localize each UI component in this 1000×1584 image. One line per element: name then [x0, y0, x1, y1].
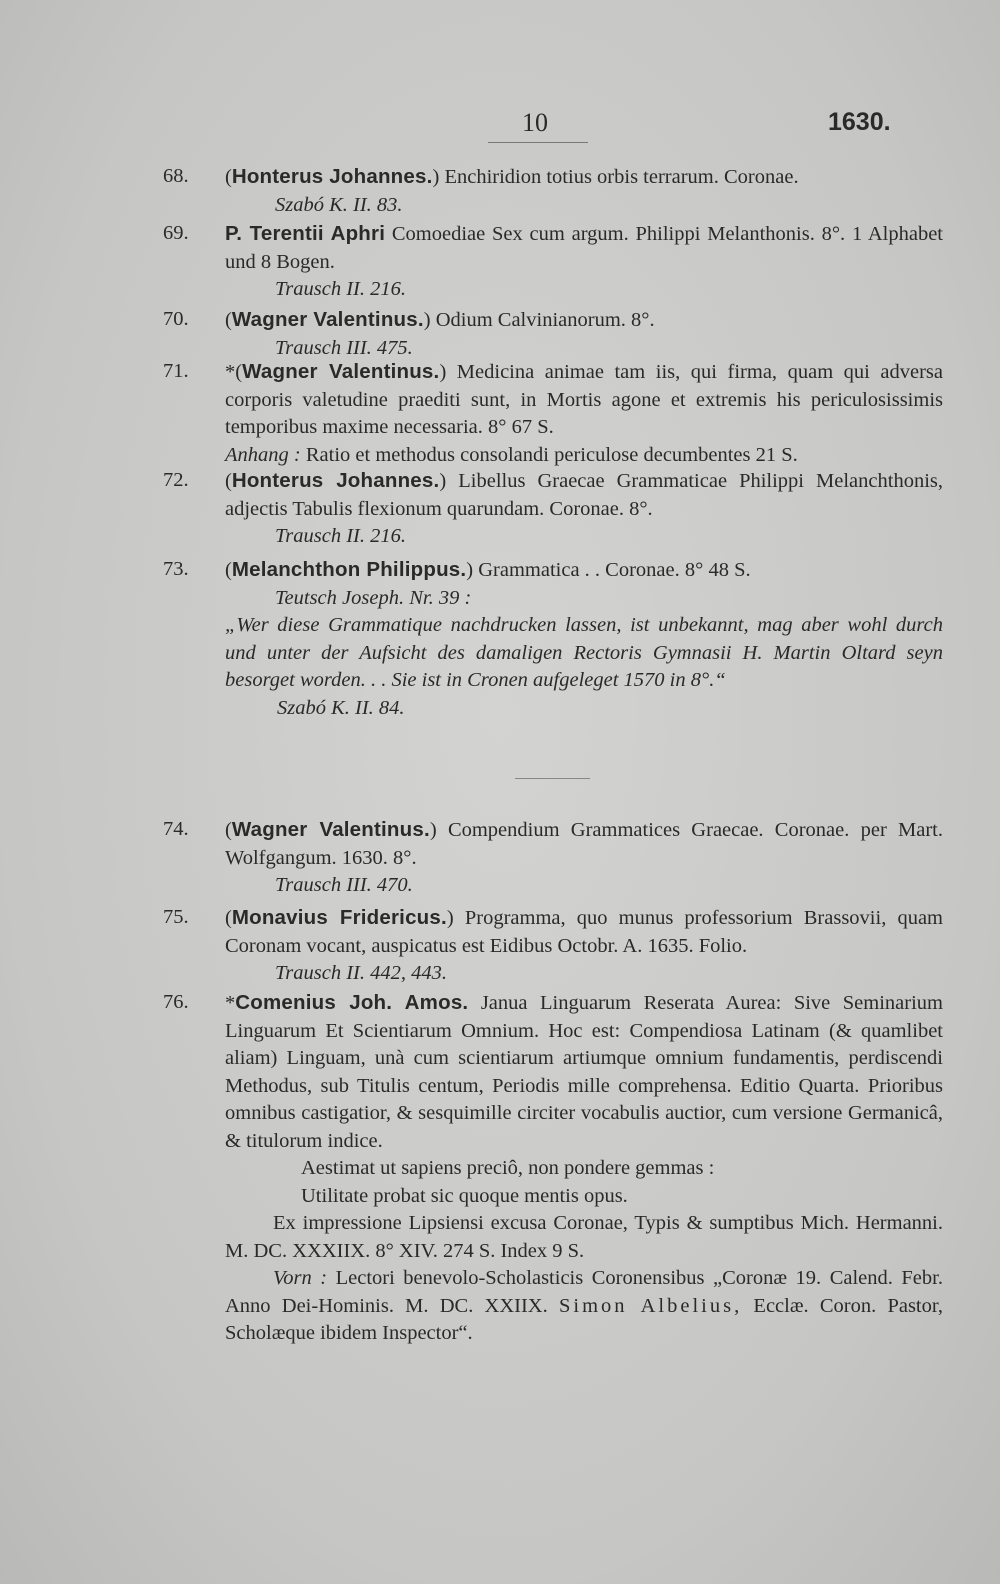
vorn-label: Vorn : [273, 1267, 328, 1289]
entry-number: 68. [163, 165, 189, 187]
entry-text: ) Compendium Grammatices Graecae. Coronae. per Mart. Wolfgangum. 1630. 8°. [225, 819, 943, 869]
quotation: „Wer diese Grammatique nachdrucken lassen, ist unbekannt, mag aber wohl durch und unter der Aufsicht des damaligen Rectoris Gymnasii H. Martin Oltard seyn besorget worden. . . Sie ist in Cronen aufgeleget 1570 in 8°.“ [225, 614, 943, 691]
entry-74 [163, 816, 943, 900]
page-number: 10 [522, 108, 548, 137]
prefix: *( [225, 361, 243, 383]
entry-body [225, 163, 943, 219]
reference: Trausch II. 216. [275, 278, 406, 300]
entry-text: ) Odium Calvinianorum. 8°. [423, 309, 655, 331]
author-name: Wagner Valentinus. [242, 360, 440, 383]
author-name: Monavius Fridericus. [231, 906, 447, 929]
reference: Trausch III. 475. [275, 336, 413, 359]
entry-number: 75. [163, 906, 189, 928]
entry-75 [163, 904, 943, 988]
author-name: Honterus Johannes. [231, 165, 433, 188]
prefix: ( [225, 309, 232, 331]
section-divider [515, 778, 590, 779]
entry-body [225, 989, 943, 1348]
entry-text: ) Enchiridion totius orbis terrarum. Coronae. [432, 166, 799, 188]
anhang-label: Anhang : [225, 443, 301, 466]
entry-70 [163, 306, 943, 362]
entry-number: 74. [163, 818, 189, 840]
entry-body [225, 306, 943, 362]
entry-text: ) Libellus Graecae Grammaticae Philippi Melanchthonis, adjectis Tabulis flexionum quarundam. Coronae. 8°. [225, 470, 943, 520]
author-name: P. Terentii Aphri [225, 222, 386, 245]
entry-body [225, 220, 943, 304]
prefix: ( [225, 907, 232, 929]
author-name: Wagner Valentinus. [231, 818, 430, 841]
motto-line: Aestimat ut sapiens preciô, non pondere gemmas : [301, 1157, 715, 1179]
reference: Trausch II. 442, 443. [275, 962, 447, 984]
entry-body [225, 816, 943, 900]
entry-73 [163, 556, 943, 722]
reference: Trausch III. 470. [275, 874, 413, 896]
entry-body [225, 904, 943, 988]
vorn-end: Ecclæ. Coron. Pastor, Scholæque ibidem Inspector“. [225, 1294, 943, 1344]
entry-number: 69. [163, 222, 189, 244]
entry-number: 72. [163, 469, 189, 491]
entry-71 [163, 358, 943, 469]
entry-number: 76. [163, 991, 189, 1013]
motto-line: Utilitate probat sic quoque mentis opus. [301, 1184, 628, 1207]
reference: Trausch II. 216. [275, 525, 406, 547]
prefix: ( [225, 166, 232, 188]
page-year: 1630. [828, 108, 891, 136]
vorn-text: Lectori benevolo-Scholasticis Coronensibus „Coronæ 19. Calend. Febr. Anno Dei-Hominis. M. DC. XXIIX. [225, 1267, 943, 1317]
prefix: ( [225, 470, 232, 492]
entry-body [225, 358, 943, 469]
header-rule [488, 142, 588, 143]
prefix: * [225, 992, 236, 1014]
entry-text: Comoediae Sex cum argum. Philippi Melanthonis. 8°. 1 Alphabet und 8 Bogen. [225, 223, 943, 273]
entry-number: 70. [163, 308, 189, 330]
page-header [0, 108, 1000, 148]
reference: Teutsch Joseph. Nr. 39 : [275, 586, 472, 609]
author-name: Honterus Johannes. [231, 469, 440, 492]
prefix: ( [225, 559, 232, 581]
reference: Szabó K. II. 84. [277, 696, 405, 719]
author-name: Melanchthon Philippus. [231, 558, 467, 581]
prefix: ( [225, 819, 232, 841]
author-name: Wagner Valentinus. [231, 308, 424, 331]
reference: Szabó K. II. 83. [275, 193, 403, 216]
entry-text: ) Programma, quo munus professorium Brassovii, quam Coronam vocant, auspicatus est Eidibus Octobr. A. 1635. Folio. [225, 907, 943, 957]
author-name: Comenius Joh. Amos. [235, 991, 469, 1014]
signatory-name: Simon Albelius, [558, 1294, 743, 1317]
imprint: Ex impressione Lipsiensi excusa Coronae, Typis & sumptibus Mich. Hermanni. M. DC. XXXIIX. 8° XIV. 274 S. Index 9 S. [225, 1212, 943, 1262]
entry-72 [163, 467, 943, 551]
entry-76 [163, 989, 943, 1348]
entry-68 [163, 163, 943, 219]
anhang-text: Ratio et methodus consolandi periculose decumbentes 21 S. [300, 443, 798, 466]
entry-number: 73. [163, 558, 189, 580]
entry-text: Janua Linguarum Reserata Aurea: Sive Seminarium Linguarum Et Scientiarum Omnium. Hoc est: Compendiosa Latinam (& quamlibet aliam) Linguam, unà cum scientiarum artiumque omnium fundamentis, perdiscendi Methodus, sub Titulis centum, Periodis mille comprehensa. Editio Quarta. Prioribus omnibus castigatior, & sesquimille circiter vocabulis auctior, cum versione Germanicâ, & titulorum indice. [225, 992, 943, 1152]
entry-body [225, 556, 943, 722]
entry-text: ) Grammatica . . Coronae. 8° 48 S. [466, 559, 751, 581]
entry-69 [163, 220, 943, 304]
entry-text: ) Medicina animae tam iis, qui firma, quam qui adversa corporis valetudine praediti sunt, in Mortis agone et extremis his periculosissimis temporibus maxime necessaria. 8° 67 S. [225, 361, 944, 438]
entry-body [225, 467, 943, 551]
entry-number: 71. [163, 360, 189, 382]
